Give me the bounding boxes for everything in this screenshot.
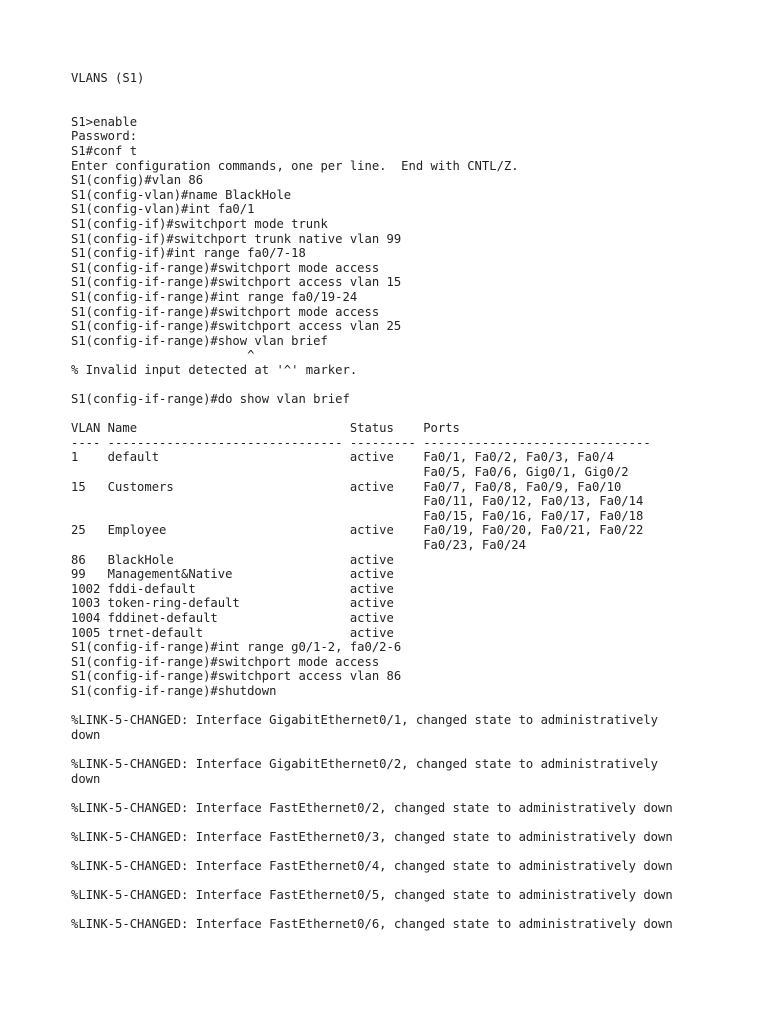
console-line <box>71 377 761 392</box>
console-line: S1(config-if)#switchport mode trunk <box>71 216 328 231</box>
console-line: S1(config-vlan)#int fa0/1 <box>71 202 255 217</box>
console-line: Fa0/15, Fa0/16, Fa0/17, Fa0/18 <box>71 508 644 523</box>
console-line: S1(config-vlan)#name BlackHole <box>71 187 292 202</box>
console-line: 1003 token-ring-default active <box>71 596 394 611</box>
console-line: 25 Employee active Fa0/19, Fa0/20, Fa0/21, Fa0/22 <box>71 523 644 538</box>
console-line: S1(config-if)#switchport trunk native vlan 99 <box>71 231 402 246</box>
console-line: 86 BlackHole active <box>71 552 394 567</box>
console-line: ---- -------------------------------- --------- ------------------------------- <box>71 435 651 450</box>
console-line <box>71 903 761 918</box>
console-line: 1005 trnet-default active <box>71 625 394 640</box>
console-line: Enter configuration commands, one per line. End with CNTL/Z. <box>71 158 519 173</box>
console-line: Password: <box>71 129 138 144</box>
console-line: down <box>71 771 101 786</box>
console-line: S1(config-if-range)#do show vlan brief <box>71 392 350 407</box>
console-line: 1 default active Fa0/1, Fa0/2, Fa0/3, Fa0/4 <box>71 450 614 465</box>
console-line <box>71 699 761 714</box>
console-line: %LINK-5-CHANGED: Interface FastEthernet0/4, changed state to administratively down <box>71 859 673 874</box>
document-page <box>71 71 761 932</box>
console-line: %LINK-5-CHANGED: Interface GigabitEthernet0/1, changed state to administratively <box>71 713 658 728</box>
console-line: S1(config-if-range)#int range fa0/19-24 <box>71 289 358 304</box>
console-line: ^ <box>71 348 255 363</box>
console-line: %LINK-5-CHANGED: Interface FastEthernet0/3, changed state to administratively down <box>71 829 673 844</box>
console-line: S1>enable <box>71 114 138 129</box>
console-line <box>71 786 761 801</box>
console-line: % Invalid input detected at '^' marker. <box>71 362 358 377</box>
console-line: %LINK-5-CHANGED: Interface FastEthernet0/2, changed state to administratively down <box>71 800 673 815</box>
console-line: S1(config-if-range)#switchport mode access <box>71 654 380 669</box>
console-line: S1(config-if-range)#switchport access vlan 25 <box>71 319 402 334</box>
console-line: S1(config-if-range)#switchport mode access <box>71 260 380 275</box>
console-transcript <box>71 115 761 932</box>
console-line: 1004 fddinet-default active <box>71 610 394 625</box>
console-line <box>71 844 761 859</box>
console-line: %LINK-5-CHANGED: Interface FastEthernet0/5, changed state to administratively down <box>71 888 673 903</box>
console-line: 15 Customers active Fa0/7, Fa0/8, Fa0/9, Fa0/10 <box>71 479 622 494</box>
console-line: S1(config-if-range)#switchport access vlan 86 <box>71 669 402 684</box>
console-line: Fa0/5, Fa0/6, Gig0/1, Gig0/2 <box>71 465 629 480</box>
console-line <box>71 407 761 422</box>
console-line: %LINK-5-CHANGED: Interface FastEthernet0/6, changed state to administratively down <box>71 917 673 932</box>
document-title: VLANS (S1) <box>71 71 145 85</box>
console-line: 1002 fddi-default active <box>71 581 394 596</box>
console-line: S1#conf t <box>71 143 138 158</box>
console-line: S1(config-if-range)#switchport access vlan 15 <box>71 275 402 290</box>
console-line: S1(config)#vlan 86 <box>71 173 204 188</box>
console-line: down <box>71 727 101 742</box>
console-line: Fa0/23, Fa0/24 <box>71 538 526 552</box>
console-line: VLAN Name Status Ports <box>71 421 460 436</box>
console-line: %LINK-5-CHANGED: Interface GigabitEthernet0/2, changed state to administratively <box>71 756 658 771</box>
console-line: S1(config-if-range)#int range g0/1-2, fa0/2-6 <box>71 640 402 655</box>
console-line: Fa0/11, Fa0/12, Fa0/13, Fa0/14 <box>71 494 644 509</box>
console-line: 99 Management&Native active <box>71 567 394 582</box>
console-line: S1(config-if)#int range fa0/7-18 <box>71 246 306 261</box>
console-line: S1(config-if-range)#switchport mode access <box>71 304 380 319</box>
console-line <box>71 874 761 889</box>
console-line: S1(config-if-range)#show vlan brief <box>71 333 328 348</box>
console-line <box>71 815 761 830</box>
console-line <box>71 742 761 757</box>
console-line: S1(config-if-range)#shutdown <box>71 683 277 698</box>
